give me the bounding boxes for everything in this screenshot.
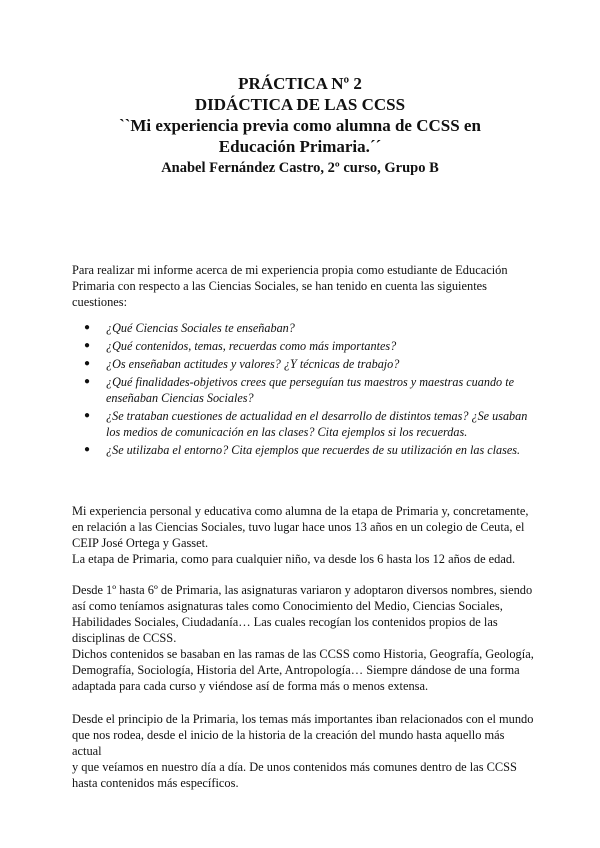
bullet-icon: ● xyxy=(84,444,91,455)
question-line: ¿Qué finalidades-objetivos crees que perseguían tus maestros y maestras cuando te xyxy=(106,375,514,389)
text-line: Dichos contenidos se basaban en las ramas de las CCSS como Historia, Geografía, Geología, xyxy=(72,647,534,661)
intro-paragraph xyxy=(72,262,534,310)
practice-number-title: PRÁCTICA Nº 2 xyxy=(238,74,362,93)
text-line: en relación a las Ciencias Sociales, tuvo lugar hace unos 13 años en un colegio de Ceuta, el xyxy=(72,520,525,534)
question-line: los medios de comunicación en las clases? Cita ejemplos si los recuerdas. xyxy=(106,425,468,439)
question-item xyxy=(72,320,552,336)
text-line: CEIP José Ortega y Gasset. xyxy=(72,536,209,550)
bullet-icon: ● xyxy=(84,376,91,387)
text-line: Desde el principio de la Primaria, los temas más importantes iban relacionados con el mundo xyxy=(72,712,534,726)
subject-title: DIDÁCTICA DE LAS CCSS xyxy=(194,95,406,114)
question-item xyxy=(72,338,552,354)
question-item xyxy=(72,408,552,440)
text-line: Desde 1º hasta 6º de Primaria, las asignaturas variaron y adoptaron diversos nombres, siendo xyxy=(72,583,533,597)
document-header xyxy=(0,73,600,178)
question-line: enseñaban Ciencias Sociales? xyxy=(106,391,254,405)
text-line: Para realizar mi informe acerca de mi experiencia propia como estudiante de Educación xyxy=(72,263,508,277)
bullet-icon: ● xyxy=(84,340,91,351)
text-line: disciplinas de CCSS. xyxy=(72,631,177,645)
question-line: ¿Os enseñaban actitudes y valores? ¿Y técnicas de trabajo? xyxy=(106,357,400,371)
body-paragraph-1 xyxy=(72,503,534,567)
questions-list xyxy=(72,320,552,460)
bullet-icon: ● xyxy=(84,322,91,333)
text-line: y que veíamos en nuestro día a día. De unos contenidos más comunes dentro de las CCSS xyxy=(72,760,517,774)
question-item xyxy=(72,442,552,458)
text-line: Primaria con respecto a las Ciencias Sociales, se han tenido en cuenta las siguientes xyxy=(72,279,487,293)
question-line: ¿Se utilizaba el entorno? Cita ejemplos que recuerdes de su utilización en las clases. xyxy=(106,443,521,457)
text-line: Habilidades Sociales, Ciudadanía… Las cuales recogían los contenidos propios de las xyxy=(72,615,498,629)
text-line: adaptada para cada curso y viéndose así de forma más o menos extensa. xyxy=(72,679,429,693)
text-line: Demografía, Sociología, Historia del Arte, Antropología… Siempre dándose de una forma xyxy=(72,663,520,677)
author-line: Anabel Fernández Castro, 2º curso, Grupo B xyxy=(161,160,439,176)
bullet-icon: ● xyxy=(84,358,91,369)
text-line: hasta contenidos más específicos. xyxy=(72,776,239,790)
question-item xyxy=(72,374,552,406)
body-paragraph-2 xyxy=(72,582,534,694)
question-item xyxy=(72,356,552,372)
text-line: que nos rodea, desde el inicio de la historia de la creación del mundo hasta aquello más actual xyxy=(72,728,505,758)
text-line: así como teníamos asignaturas tales como Conocimiento del Medio, Ciencias Sociales, xyxy=(72,599,503,613)
text-line: cuestiones: xyxy=(72,295,128,309)
report-title-line-1: ``Mi experiencia previa como alumna de CCSS en xyxy=(119,116,481,135)
question-line: ¿Qué contenidos, temas, recuerdas como más importantes? xyxy=(106,339,397,353)
body-paragraph-3 xyxy=(72,711,534,791)
question-line: ¿Se trataban cuestiones de actualidad en el desarrollo de distintos temas? ¿Se usaban xyxy=(106,409,528,423)
text-line: La etapa de Primaria, como para cualquier niño, va desde los 6 hasta los 12 años de edad. xyxy=(72,552,516,566)
text-line: Mi experiencia personal y educativa como alumna de la etapa de Primaria y, concretamente, xyxy=(72,504,529,518)
report-title-line-2: Educación Primaria.´´ xyxy=(218,137,382,156)
question-line: ¿Qué Ciencias Sociales te enseñaban? xyxy=(106,321,295,335)
bullet-icon: ● xyxy=(84,410,91,421)
